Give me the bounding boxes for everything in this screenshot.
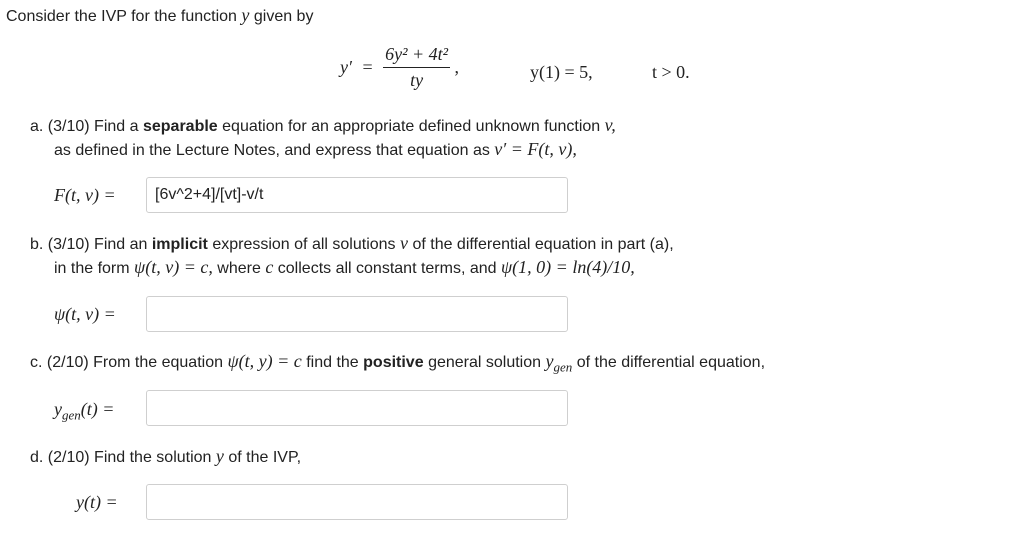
part-d-rest: of the IVP, [228, 449, 302, 466]
part-a-answer-input[interactable] [146, 177, 568, 213]
part-d-line1 [30, 446, 301, 467]
part-c-mid: find the [306, 354, 359, 371]
part-b-eq2: ψ(1, 0) = ln(4)/10, [501, 257, 635, 277]
ode-eq: = [362, 57, 373, 77]
ode-denominator: ty [410, 70, 424, 90]
ode-comma: , [454, 57, 460, 77]
part-a-label: a. [30, 118, 44, 135]
part-b-line2a: in the form [54, 260, 130, 277]
part-a-line1 [30, 115, 616, 136]
part-d-answer-label: y(t) = [76, 492, 118, 512]
part-c-ygen-sub: gen [553, 359, 573, 375]
part-b-line2 [54, 257, 635, 278]
part-b-label: b. [30, 236, 44, 253]
intro-var: y [241, 5, 250, 25]
part-b-var: v [400, 233, 408, 253]
part-b-answer-label: ψ(t, v) = [54, 304, 116, 324]
part-d-points: (2/10) Find the solution [47, 449, 212, 466]
part-a-eq: v′ = F(t, v), [494, 139, 577, 159]
part-b-line1 [30, 233, 674, 254]
part-d-var: y [215, 446, 224, 466]
part-c-bold: positive [363, 354, 424, 371]
part-b-line2b: where [217, 260, 261, 277]
intro-suffix: given by [253, 8, 314, 25]
part-c-eq: ψ(t, y) = c [227, 351, 302, 371]
part-a-bold: separable [142, 118, 218, 135]
part-b-rest: expression of all solutions [212, 236, 396, 253]
part-c-ygen-y: y [545, 351, 554, 371]
part-d-label: d. [30, 449, 44, 466]
part-a-line2 [54, 139, 577, 160]
ode-fraction [383, 44, 450, 91]
part-c-answer-label [54, 399, 114, 424]
part-b-eq1: ψ(t, v) = c, [134, 257, 213, 277]
part-c-answer-rest: (t) = [80, 399, 115, 419]
part-b-c: c [265, 257, 274, 277]
part-c-line1 [30, 351, 765, 376]
part-c-answer-sub: gen [62, 407, 81, 423]
part-c-ygen [545, 351, 573, 375]
intro-line [6, 5, 313, 26]
part-c-answer-input[interactable] [146, 390, 568, 426]
part-c-rest2: of the differential equation, [576, 354, 766, 371]
part-b-line2c: collects all constant terms, and [277, 260, 497, 277]
part-a-answer-label: F(t, v) = [54, 185, 116, 205]
part-c-points: (2/10) From the equation [46, 354, 223, 371]
part-a-points: (3/10) Find a [47, 118, 139, 135]
part-d-answer-input[interactable] [146, 484, 568, 520]
ode-lhs: y′ [340, 57, 352, 77]
part-c-answer-y: y [54, 399, 62, 419]
part-a-var: v, [604, 115, 616, 135]
part-b-points: (3/10) Find an [47, 236, 148, 253]
intro-text: Consider the IVP for the function [6, 8, 237, 25]
part-a-rest: equation for an appropriate defined unknown function [222, 118, 601, 135]
ode-display [340, 44, 459, 91]
part-b-bold: implicit [151, 236, 208, 253]
domain-condition: t > 0. [652, 62, 690, 82]
initial-condition: y(1) = 5, [530, 62, 593, 82]
part-a-line2-text: as defined in the Lecture Notes, and express that equation as [54, 142, 490, 159]
ode-numerator: 6y² + 4t² [385, 44, 449, 64]
part-b-answer-input[interactable] [146, 296, 568, 332]
part-c-rest: general solution [428, 354, 542, 371]
part-b-rest2: of the differential equation in part (a), [412, 236, 674, 253]
part-c-label: c. [30, 354, 43, 371]
